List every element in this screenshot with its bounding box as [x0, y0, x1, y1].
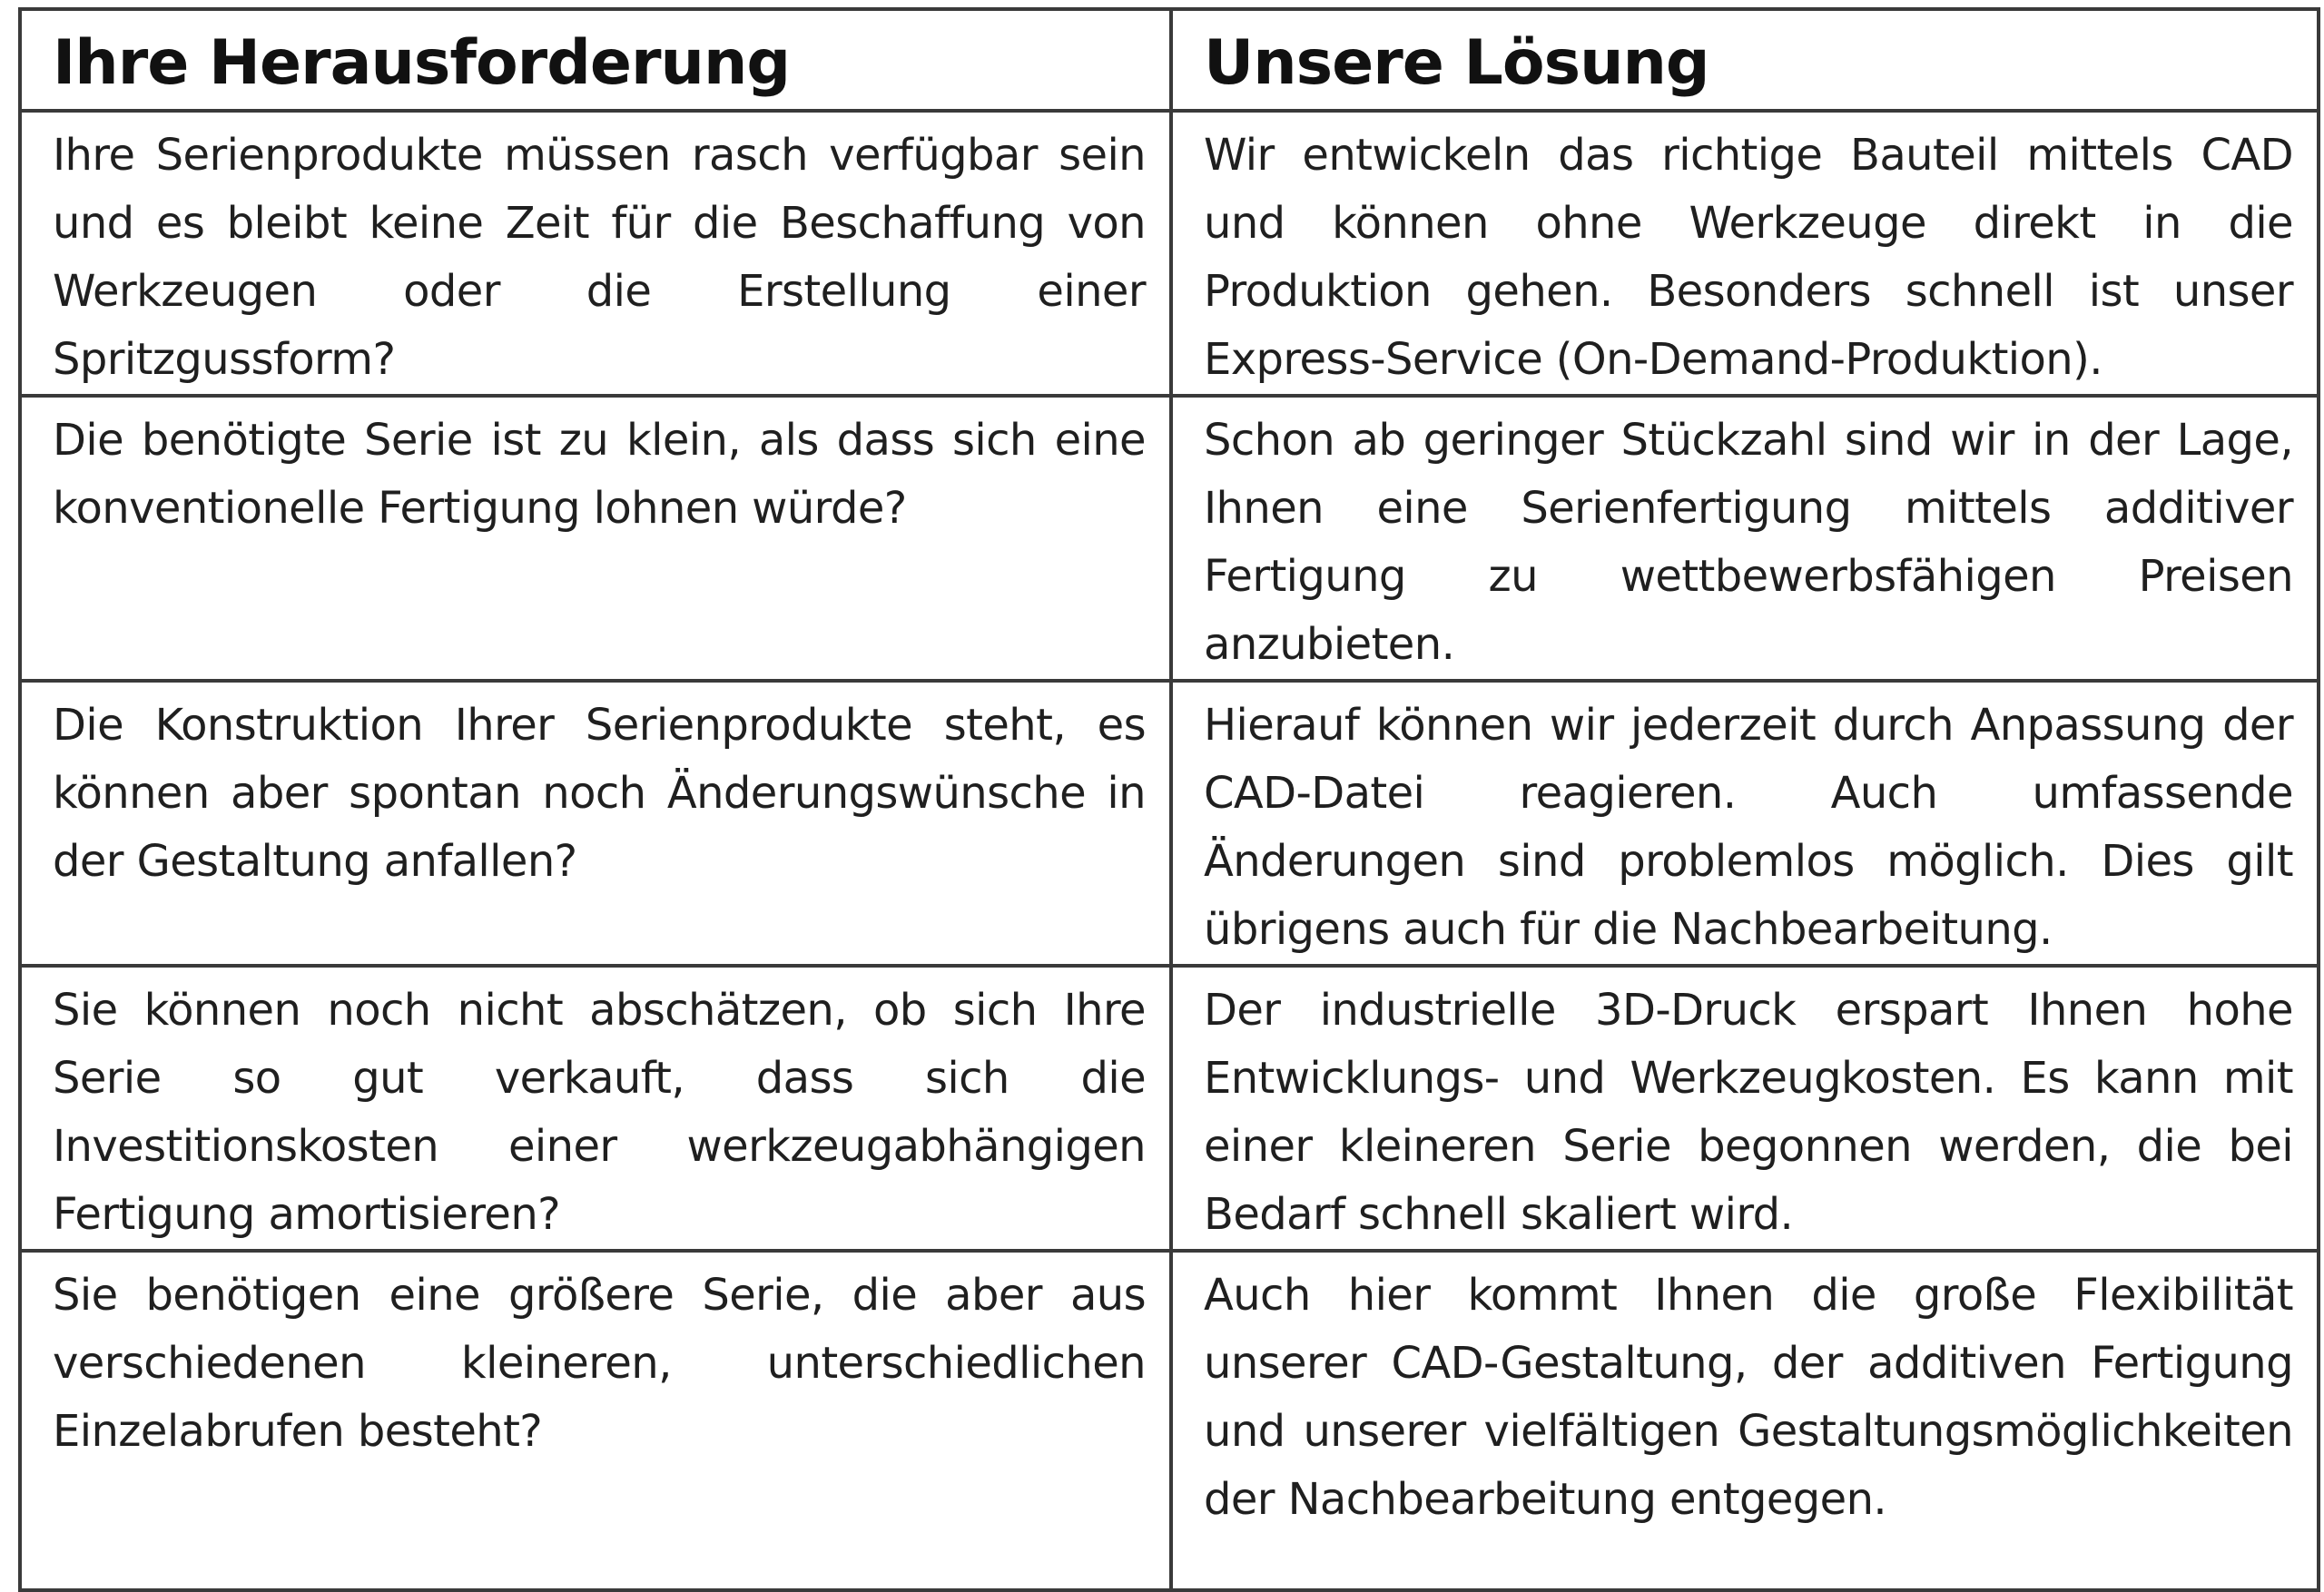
table-row: [20, 111, 2319, 396]
solution-cell: Auch hier kommt Ihnen die große Flexibilität unserer CAD-Gestaltung, der additiven Fertigung und unserer vielfältigen Gestaltungsmöglichkeiten der Nachbearbeitung entgegen.: [1171, 1251, 2319, 1590]
solution-column-header: Unsere Lösung: [1171, 9, 2319, 111]
solution-cell: Wir entwickeln das richtige Bauteil mittels CAD und können ohne Werkzeuge direkt in die Produktion gehen. Besonders schnell ist unser Express-Service (On-Demand-Produktion).: [1171, 111, 2319, 396]
table-row: [20, 1251, 2319, 1590]
table-row: [20, 681, 2319, 966]
table-row: [20, 966, 2319, 1251]
challenge-cell: Die benötigte Serie ist zu klein, als dass sich eine konventionelle Fertigung lohnen würde?: [20, 396, 1171, 681]
challenge-cell: Sie können noch nicht abschätzen, ob sich Ihre Serie so gut verkauft, dass sich die Investitionskosten einer werkzeugabhängigen Fertigung amortisieren?: [20, 966, 1171, 1251]
solution-cell: Schon ab geringer Stückzahl sind wir in der Lage, Ihnen eine Serienfertigung mittels additiver Fertigung zu wettbewerbsfähigen Preisen anzubieten.: [1171, 396, 2319, 681]
challenge-cell: Ihre Serienprodukte müssen rasch verfügbar sein und es bleibt keine Zeit für die Beschaffung von Werkzeugen oder die Erstellung einer Spritzgussform?: [20, 111, 1171, 396]
challenge-column-header: Ihre Herausforderung: [20, 9, 1171, 111]
challenge-cell: Sie benötigen eine größere Serie, die aber aus verschiedenen kleineren, unterschiedlichen Einzelabrufen besteht?: [20, 1251, 1171, 1590]
solution-cell: Hierauf können wir jederzeit durch Anpassung der CAD-Datei reagieren. Auch umfassende Änderungen sind problemlos möglich. Dies gilt übrigens auch für die Nachbearbeitung.: [1171, 681, 2319, 966]
solution-cell: Der industrielle 3D-Druck erspart Ihnen hohe Entwicklungs- und Werkzeugkosten. Es kann mit einer kleineren Serie begonnen werden, die bei Bedarf schnell skaliert wird.: [1171, 966, 2319, 1251]
challenge-cell: Die Konstruktion Ihrer Serienprodukte steht, es können aber spontan noch Änderungswünsche in der Gestaltung anfallen?: [20, 681, 1171, 966]
challenge-solution-table: [18, 7, 2320, 1592]
table-header-row: [20, 9, 2319, 111]
table-row: [20, 396, 2319, 681]
